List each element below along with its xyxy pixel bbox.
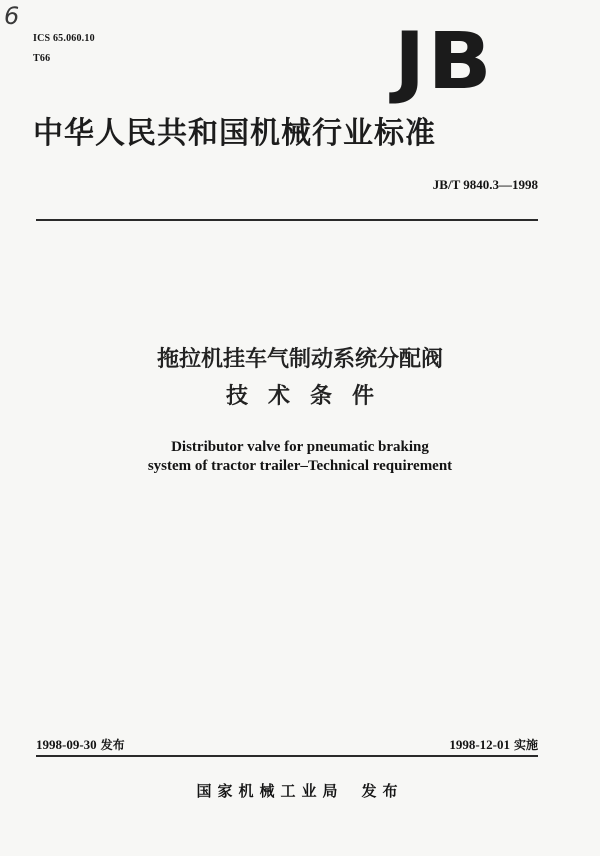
header-divider	[36, 219, 538, 221]
title-chinese-line2: 技术条件	[225, 384, 394, 409]
jb-logo: JB	[394, 17, 494, 107]
industry-standard-title: 中华人民共和国机械行业标准	[33, 116, 436, 151]
ics-code: ICS 65.060.10	[33, 33, 95, 44]
title-english-line2: system of tractor trailer–Technical requirement	[147, 458, 453, 474]
handwritten-page-mark: 6	[4, 2, 20, 30]
publish-label: 发布	[100, 738, 125, 752]
classification-code: T66	[33, 53, 51, 64]
issuer-action: 发布	[361, 782, 404, 800]
publish-date-block	[36, 736, 125, 753]
implement-label: 实施	[513, 738, 538, 752]
title-chinese-line1: 拖拉机挂车气制动系统分配阀	[156, 347, 443, 372]
implement-date: 1998-12-01	[449, 737, 510, 752]
issuer-line	[0, 780, 600, 801]
publish-date: 1998-09-30	[36, 737, 97, 752]
standard-number: JB/T 9840.3—1998	[432, 177, 538, 192]
implement-date-block	[422, 736, 538, 753]
issuer-name: 国家机械工业局	[196, 782, 344, 800]
footer-divider	[36, 755, 538, 757]
title-english-line1: Distributor valve for pneumatic braking	[171, 439, 429, 455]
